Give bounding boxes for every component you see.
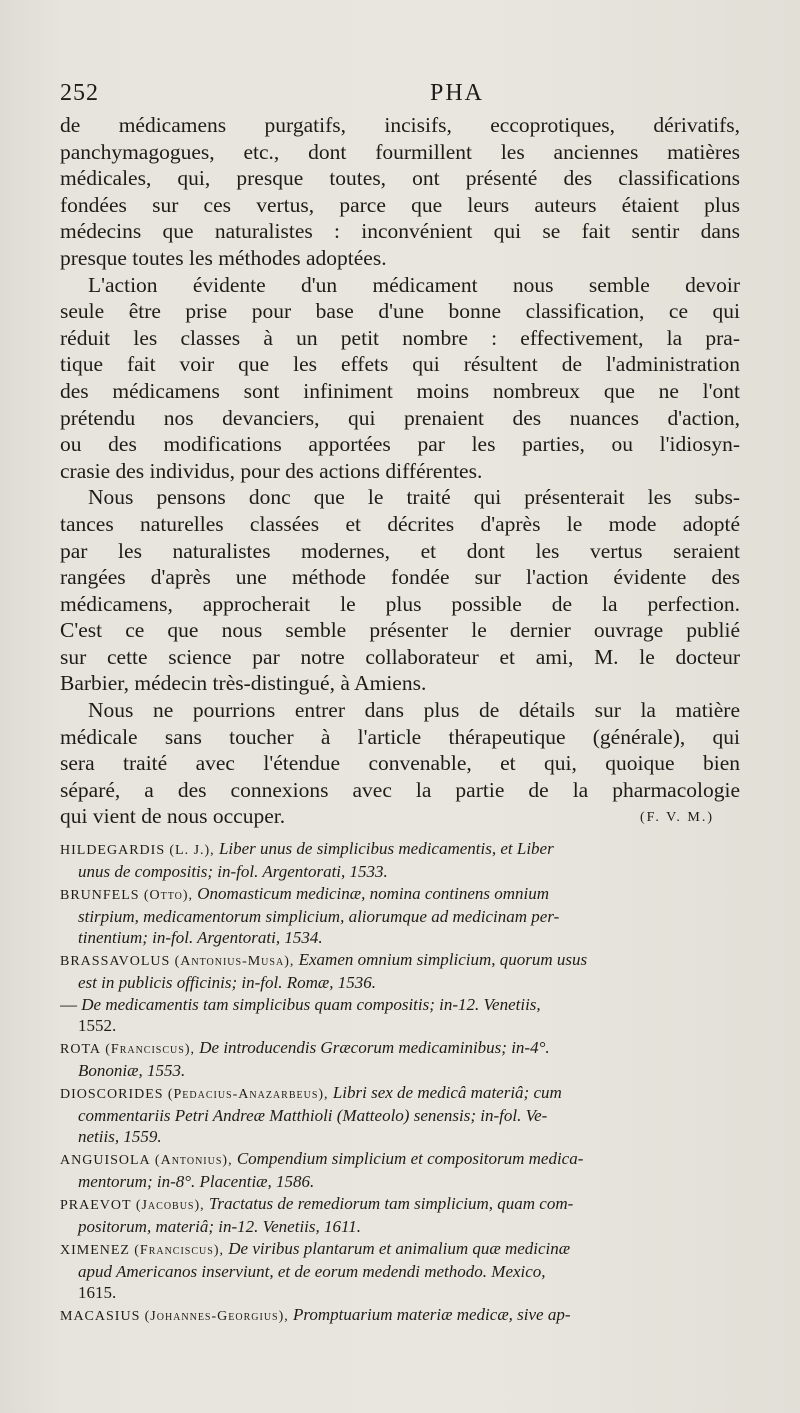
- entry-title-continued: Bononiæ, 1553.: [78, 1061, 186, 1080]
- author-signature: (F. V. M.): [640, 810, 714, 826]
- entry-author-forename: (Franciscus),: [105, 1042, 195, 1057]
- text-line: Barbier, médecin très-distingué, à Amiens.: [60, 671, 427, 696]
- entry-title: Libri sex de medicâ materiâ; cum: [332, 1083, 562, 1102]
- entry-title: De medicamentis tam simplicibus quam compositis; in-12. Venetiis,: [81, 995, 541, 1014]
- entry-title: Promptuarium materiæ medicæ, sive ap-: [293, 1305, 571, 1324]
- entry-author: BRASSAVOLUS: [60, 954, 171, 969]
- text-line: L'action évidente d'un médicament nous semble devoir: [88, 272, 740, 297]
- entry-author-forename: (L. J.),: [169, 843, 215, 858]
- text-line: de médicamens purgatifs, incisifs, eccoprotiques, dérivatifs,: [60, 113, 740, 137]
- text-line: presque toutes les méthodes adoptées.: [60, 245, 387, 270]
- text-line: rangées d'après une méthode fondée sur l'action évidente des: [60, 565, 740, 590]
- entry-author-forename: (Johannes-Georgius),: [144, 1309, 289, 1324]
- text-line: seule être prise pour base d'une bonne classification, ce qui: [60, 299, 740, 324]
- entry-title: Compendium simplicium et compositorum medica-: [236, 1149, 584, 1168]
- entry-author-forename: (Antonius-Musa),: [174, 954, 295, 969]
- entry-author-forename: (Antonius),: [154, 1153, 233, 1168]
- bibliography-entry: [60, 1238, 740, 1303]
- entry-author-forename: (Otto),: [143, 888, 194, 903]
- entry-title-continued: positorum, materiâ; in-12. Venetiis, 1611.: [78, 1217, 361, 1236]
- text-line: Nous pensons donc que le traité qui présenterait les subs-: [88, 485, 740, 510]
- bibliography-entry: [60, 994, 740, 1036]
- text-line: réduit les classes à un petit nombre : effectivement, la pra-: [60, 325, 740, 350]
- entry-title-continued: commentariis Petri Andreæ Matthioli (Matteolo) senensis; in-fol. Ve-: [78, 1106, 548, 1125]
- entry-author: MACASIUS: [60, 1309, 141, 1324]
- text-line: médicales, qui, presque toutes, ont présenté des classifications: [60, 166, 740, 191]
- text-line: [60, 803, 740, 830]
- entry-title: De introducendis Græcorum medicaminibus; in-4°.: [199, 1038, 550, 1057]
- text-line: C'est ce que nous semble présenter le dernier ouvrage publié: [60, 618, 740, 643]
- entry-author: ANGUISOLA: [60, 1153, 151, 1168]
- bibliography-entry: [60, 883, 740, 948]
- entry-title-continued: apud Americanos inserviunt, et de eorum medendi methodo. Mexico,: [78, 1262, 546, 1281]
- bibliography-entry: [60, 949, 740, 993]
- bibliography-entry: [60, 838, 740, 882]
- text-line: panchymagogues, etc., dont fourmillent les anciennes matières: [60, 139, 740, 164]
- running-head: PHA: [430, 80, 485, 106]
- page-header: [60, 80, 740, 110]
- text-line: tique fait voir que les effets qui résultent de l'administration: [60, 352, 740, 377]
- entry-author: DIOSCORIDES: [60, 1087, 164, 1102]
- entry-title-continued: stirpium, medicamentorum simplicium, aliorumque ad medicinam per-: [78, 907, 560, 926]
- body-text: [60, 112, 740, 830]
- entry-title-continued: unus de compositis; in-fol. Argentorati, 1533.: [78, 862, 388, 881]
- entry-author-forename: (Pedacius-Anazarbeus),: [167, 1087, 329, 1102]
- text-line: fondées sur ces vertus, parce que leurs auteurs étaient plus: [60, 192, 740, 217]
- bibliography-entry: [60, 1304, 740, 1327]
- entry-title-continued: netiis, 1559.: [78, 1127, 162, 1146]
- entry-title: Examen omnium simplicium, quorum usus: [298, 950, 588, 969]
- entry-author-forename: (Jacobus),: [135, 1198, 205, 1213]
- bibliography: [60, 838, 740, 1328]
- text-line: séparé, a des connexions avec la partie de la pharmacologie: [60, 777, 740, 802]
- text-line: par les naturalistes modernes, et dont les vertus seraient: [60, 538, 740, 563]
- entry-author: PRAEVOT: [60, 1198, 132, 1213]
- bibliography-entry: [60, 1193, 740, 1237]
- entry-title-continued: mentorum; in-8°. Placentiæ, 1586.: [78, 1172, 315, 1191]
- entry-title: Onomasticum medicinæ, nomina continens omnium: [197, 884, 550, 903]
- bibliography-entry: [60, 1082, 740, 1147]
- entry-author: XIMENEZ: [60, 1243, 130, 1258]
- text-line: médecins que naturalistes : inconvénient qui se fait sentir dans: [60, 219, 740, 244]
- entry-author: BRUNFELS: [60, 888, 140, 903]
- text-line: sera traité avec l'étendue convenable, et qui, quoique bien: [60, 751, 740, 776]
- page-number: 252: [60, 80, 99, 106]
- text-line: médicale sans toucher à l'article thérapeutique (générale), qui: [60, 724, 740, 749]
- entry-title-continued: 1615.: [78, 1283, 117, 1302]
- entry-title-continued: est in publicis officinis; in-fol. Romæ, 1536.: [78, 973, 376, 992]
- entry-title: De viribus plantarum et animalium quæ medicinæ: [228, 1239, 571, 1258]
- text-line: des médicamens sont infiniment moins nombreux que ne l'ont: [60, 378, 740, 403]
- text-line: médicamens, approcherait le plus possible de la perfection.: [60, 591, 740, 616]
- text-line: tances naturelles classées et décrites d'après le mode adopté: [60, 511, 740, 536]
- text-line: prétendu nos devanciers, qui prenaient des nuances d'action,: [60, 405, 740, 430]
- bibliography-entry: [60, 1148, 740, 1192]
- entry-author-forename: (Franciscus),: [134, 1243, 224, 1258]
- entry-ditto-dash: —: [60, 995, 77, 1014]
- text-line: crasie des individus, pour des actions différentes.: [60, 458, 483, 483]
- entry-title-continued: tinentium; in-fol. Argentorati, 1534.: [78, 928, 323, 947]
- text-line: Nous ne pourrions entrer dans plus de détails sur la matière: [88, 698, 740, 723]
- text-line: ou des modifications apportées par les parties, ou l'idiosyn-: [60, 432, 740, 457]
- entry-title-continued: 1552.: [78, 1016, 117, 1035]
- entry-title: Liber unus de simplicibus medicamentis, et Liber: [218, 839, 554, 858]
- entry-author: HILDEGARDIS: [60, 843, 166, 858]
- entry-title: Tractatus de remediorum tam simplicium, quam com-: [208, 1194, 574, 1213]
- text-line: sur cette science par notre collaborateur et ami, M. le docteur: [60, 644, 740, 669]
- entry-author: ROTA: [60, 1042, 101, 1057]
- bibliography-entry: [60, 1037, 740, 1081]
- text-line-content: qui vient de nous occuper.: [60, 804, 286, 829]
